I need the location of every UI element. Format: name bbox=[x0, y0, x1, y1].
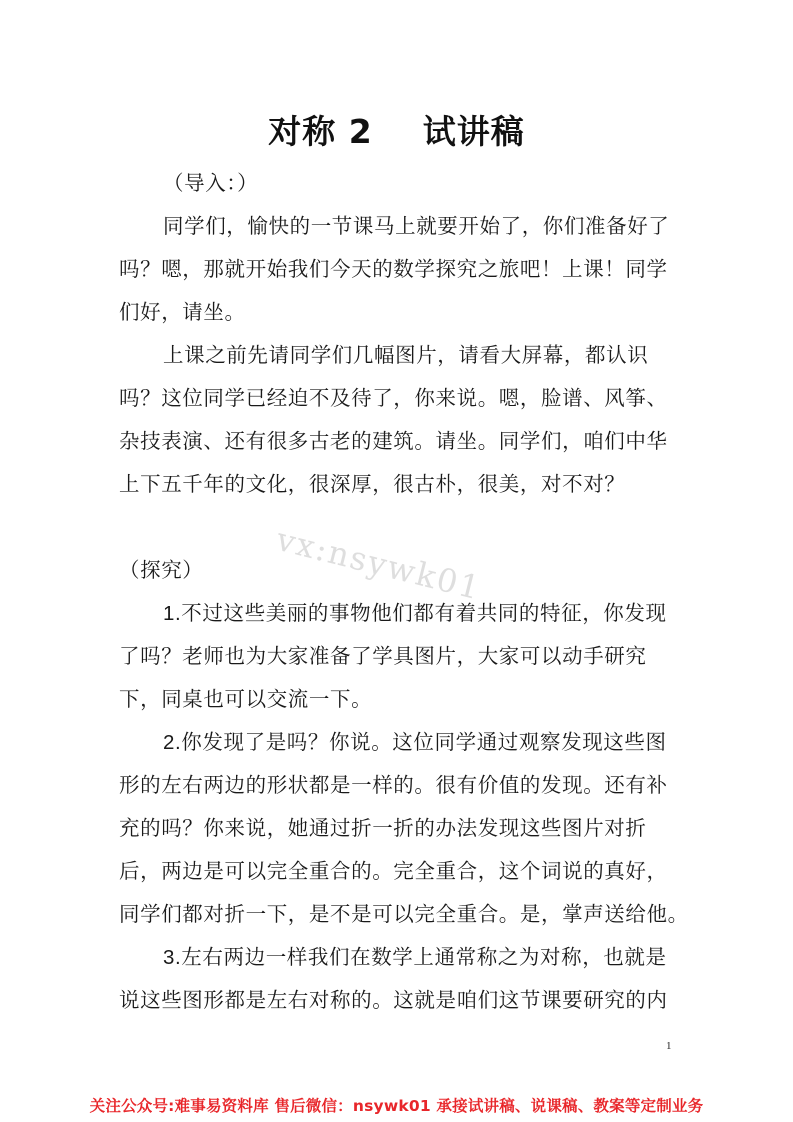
item-number: 3. bbox=[163, 946, 182, 969]
paragraph-line bbox=[119, 936, 679, 979]
paragraph-line: 杂技表演、还有很多古老的建筑。请坐。同学们，咱们中华 bbox=[119, 429, 668, 453]
blank-line bbox=[119, 506, 679, 549]
paragraph-line: 后，两边是可以完全重合的。完全重合，这个词说的真好， bbox=[119, 859, 668, 883]
section-heading-explore: （探究） bbox=[119, 558, 204, 582]
paragraph-line bbox=[119, 721, 679, 764]
paragraph-line: 下，同桌也可以交流一下。 bbox=[119, 687, 373, 711]
page-number: 1 bbox=[666, 1040, 672, 1052]
paragraph-line: 们好，请坐。 bbox=[119, 300, 246, 324]
paragraph-line: 吗？这位同学已经迫不及待了，你来说。嗯，脸谱、风筝、 bbox=[119, 386, 668, 410]
paragraph-text: 左右两边一样我们在数学上通常称之为对称，也就是 bbox=[181, 945, 667, 969]
paragraph-line: 上课之前先请同学们几幅图片，请看大屏幕，都认识 bbox=[163, 343, 649, 367]
paragraph-line: 上下五千年的文化，很深厚，很古朴，很美，对不对？ bbox=[119, 472, 626, 496]
paragraph-line: 形的左右两边的形状都是一样的。很有价值的发现。还有补 bbox=[119, 773, 668, 797]
paragraph-text: 不过这些美丽的事物他们都有着共同的特征，你发现 bbox=[181, 601, 667, 625]
watermark: vx:nsywk01 bbox=[272, 520, 486, 608]
paragraph-line: 同学们都对折一下，是不是可以完全重合。是，掌声送给他。 bbox=[119, 902, 689, 926]
paragraph-line: 了吗？老师也为大家准备了学具图片，大家可以动手研究 bbox=[119, 644, 647, 668]
footer-promo-banner: 关注公众号:难事易资料库 售后微信：nsywk01 承接试讲稿、说课稿、教案等定制业务 bbox=[89, 1097, 704, 1115]
paragraph-line: 说这些图形都是左右对称的。这就是咱们这节课要研究的内 bbox=[119, 988, 668, 1012]
paragraph-text: 你发现了是吗？你说。这位同学通过观察发现这些图 bbox=[181, 730, 667, 754]
paragraph-line: 同学们，愉快的一节课马上就要开始了，你们准备好了 bbox=[163, 214, 670, 238]
section-heading-intro: （导入：） bbox=[163, 171, 259, 195]
paragraph-line: 吗？嗯，那就开始我们今天的数学探究之旅吧！上课！同学 bbox=[119, 257, 668, 281]
page-title: 对称 2 试讲稿 bbox=[268, 112, 525, 151]
paragraph-line: 充的吗？你来说，她通过折一折的办法发现这些图片对折 bbox=[119, 816, 647, 840]
item-number: 1. bbox=[163, 602, 182, 625]
item-number: 2. bbox=[163, 731, 182, 754]
paragraph-line bbox=[119, 592, 679, 635]
document-body bbox=[119, 162, 689, 1022]
